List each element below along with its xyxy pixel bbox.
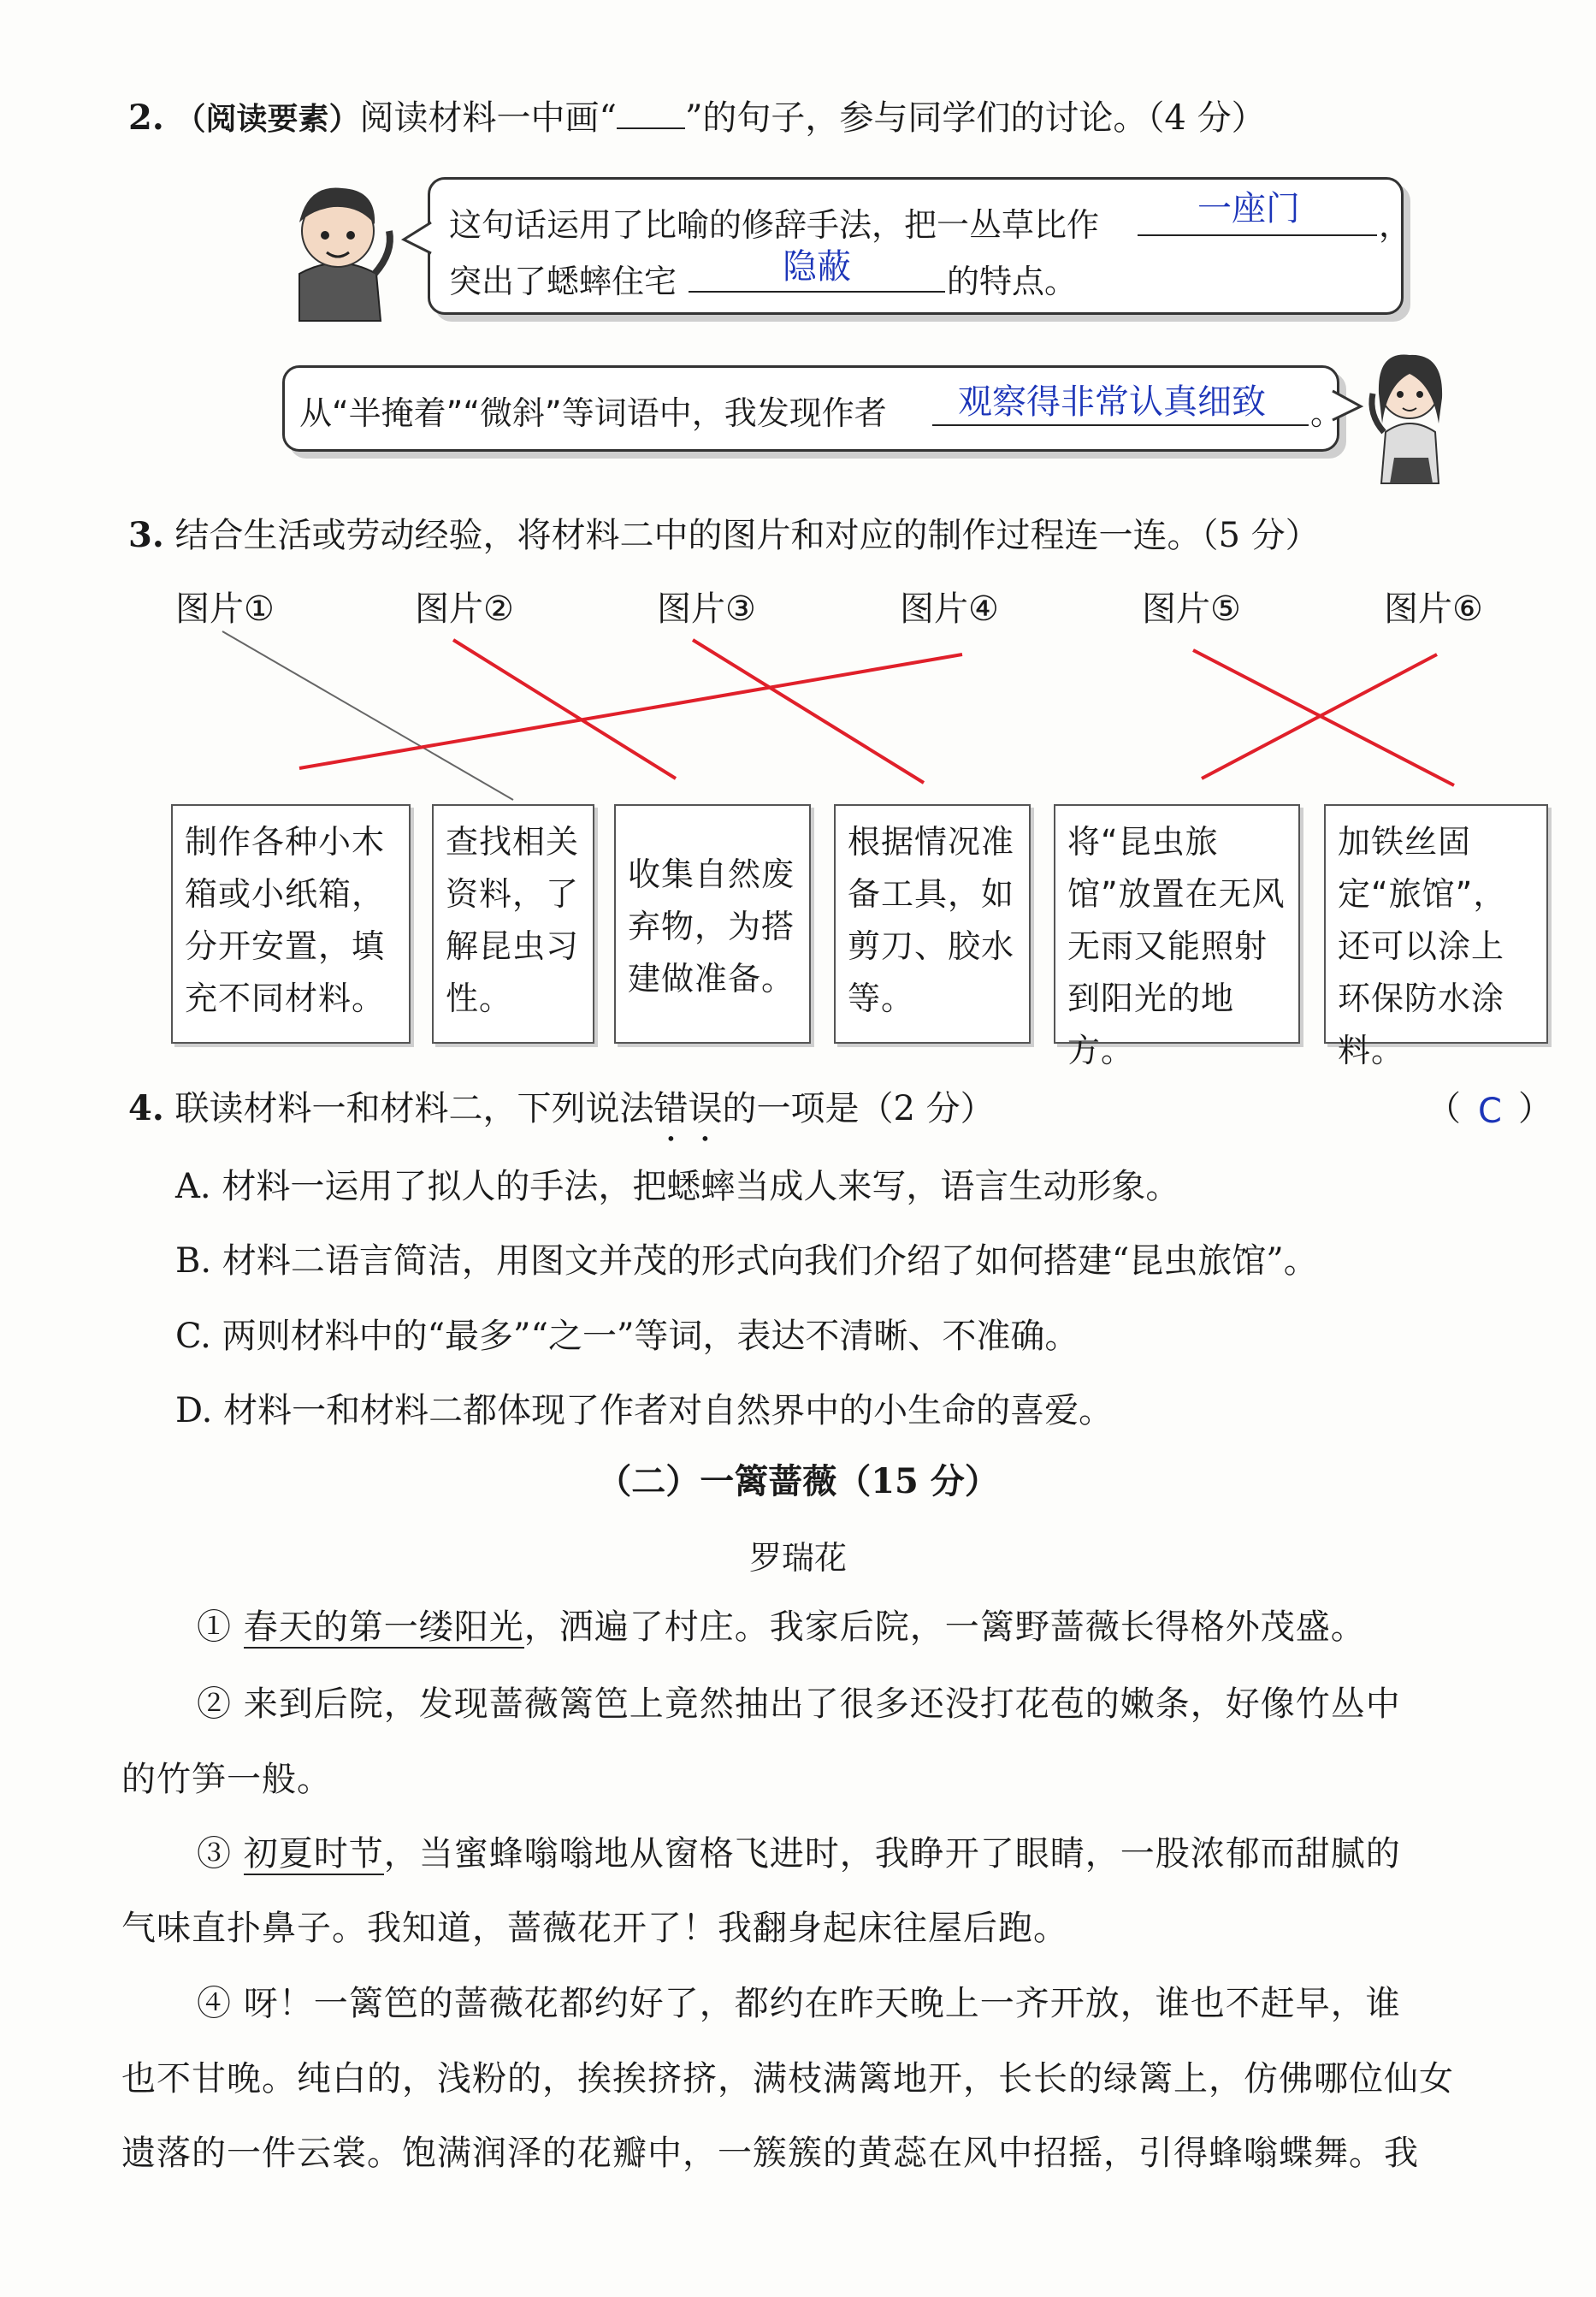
p3-underlined: 初夏时节 [243, 1834, 384, 1874]
bubble2-text: 从“半掩着”“微斜”等词语中，我发现作者 [299, 394, 887, 432]
p1-rest: ，洒遍了村庄。我家后院，一篱野蔷薇长得格外茂盛。 [523, 1607, 1366, 1647]
p3-number: ③ [197, 1834, 232, 1874]
bubble1-comma: ， [1379, 206, 1412, 244]
passage-author: 罗瑞花 [748, 1539, 847, 1577]
q4-option-d: D. 材料一和材料二都体现了作者对自然界中的小生命的喜爱。 [175, 1391, 1114, 1430]
match-line-3 [693, 640, 924, 783]
q4-option-a: A. 材料一运用了拟人的手法，把蟋蟀当成人来写，语言生动形象。 [175, 1167, 1180, 1206]
q3-number: 3. [128, 515, 164, 555]
q4-line [128, 1086, 995, 1149]
q4-option-c: C. 两则材料中的“最多”“之一”等词，表达不清晰、不准确。 [175, 1317, 1079, 1356]
bubble1-line2-end: 的特点。 [947, 263, 1078, 300]
process-box-1: 制作各种小木箱或小纸箱，分开安置，填充不同材料。 [171, 804, 411, 1044]
q3-text: 结合生活或劳动经验，将材料二中的图片和对应的制作过程连一连。（5 分） [174, 516, 1320, 555]
process-box-4: 根据情况准备工具，如剪刀、胶水等。 [834, 804, 1031, 1044]
q4-option-b: B. 材料二语言简洁，用图文并茂的形式向我们介绍了如何搭建“昆虫旅馆”。 [175, 1241, 1318, 1281]
process-box-5: 将“昆虫旅馆”放置在无风无雨又能照射到阳光的地方。 [1054, 804, 1300, 1044]
picture-label-3: 图片③ [657, 589, 756, 629]
paragraph-4-line3: 遗落的一件云裳。饱满润泽的花瓣中，一簇簇的黄蕊在风中招摇，引得蜂嗡蝶舞。我 [121, 2134, 1419, 2173]
q4-text-after: 的一项是（2 分） [722, 1089, 995, 1128]
answer-1: 一座门 [1197, 189, 1300, 228]
q4-paren-close: ） [1518, 1089, 1552, 1128]
q2-text-before: 阅读材料一中画“ [359, 98, 617, 138]
process-box-2: 查找相关资料，了解昆虫习性。 [432, 804, 594, 1044]
paragraph-2-line1: ② 来到后院，发现蔷薇篱笆上竟然抽出了很多还没打花苞的嫩条，好像竹丛中 [197, 1684, 1401, 1724]
picture-label-2: 图片② [415, 589, 514, 629]
picture-label-5: 图片⑤ [1142, 589, 1241, 629]
p3-rest: ，当蜜蜂嗡嗡地从窗格飞进时，我睁开了眼睛，一股浓郁而甜腻的 [383, 1834, 1401, 1874]
match-line-1 [222, 631, 513, 800]
bubble2-end: 。 [1310, 394, 1344, 432]
bubble1-line2-text: 突出了蟋蟀住宅 [449, 263, 677, 300]
p1-underlined: 春天的第一缕阳光 [243, 1607, 524, 1647]
process-box-3: 收集自然废弃物，为搭建做准备。 [614, 804, 811, 1044]
picture-label-1: 图片① [175, 589, 275, 629]
process-box-6: 加铁丝固定“旅馆”，还可以涂上环保防水涂料。 [1324, 804, 1548, 1044]
paragraph-4-line1: ④ 呀！一篱笆的蔷薇花都约好了，都约在昨天晚上一齐开放，谁也不赶早，谁 [197, 1984, 1401, 2023]
paragraph-4-line2: 也不甘晚。纯白的，浅粉的，挨挨挤挤，满枝满篱地开，长长的绿篱上，仿佛哪位仙女 [121, 2059, 1454, 2099]
paragraph-2-line2: 的竹笋一般。 [121, 1760, 332, 1799]
q2-text-after: ”的句子，参与同学们的讨论。（4 分） [684, 98, 1266, 138]
paragraph-1 [197, 1600, 1366, 1649]
answer-2: 隐蔽 [783, 247, 851, 287]
paragraph-3-line1 [197, 1826, 1401, 1875]
passage-title: （二）一篱蔷薇（15 分） [597, 1461, 999, 1501]
picture-label-4: 图片④ [900, 589, 999, 629]
q4-text-before: 联读材料一和材料二，下列说法 [174, 1089, 654, 1128]
answer-3: 观察得非常认真细致 [958, 382, 1266, 422]
q4-answer: C [1478, 1092, 1502, 1131]
p1-number: ① [197, 1607, 232, 1647]
picture-label-6: 图片⑥ [1384, 589, 1483, 629]
q2-number: 2. [128, 98, 164, 138]
q2-tag: （阅读要素） [174, 101, 360, 137]
match-line-5 [1193, 650, 1454, 785]
q4-emphasis: 错误 [653, 1089, 723, 1128]
bubble1-line1-text: 这句话运用了比喻的修辞手法，把一丛草比作 [449, 206, 1100, 244]
paragraph-3-line2: 气味直扑鼻子。我知道，蔷薇花开了！我翻身起床往屋后跑。 [121, 1909, 1068, 1948]
q4-number: 4. [128, 1088, 164, 1128]
q4-paren-open: （ [1427, 1089, 1461, 1128]
